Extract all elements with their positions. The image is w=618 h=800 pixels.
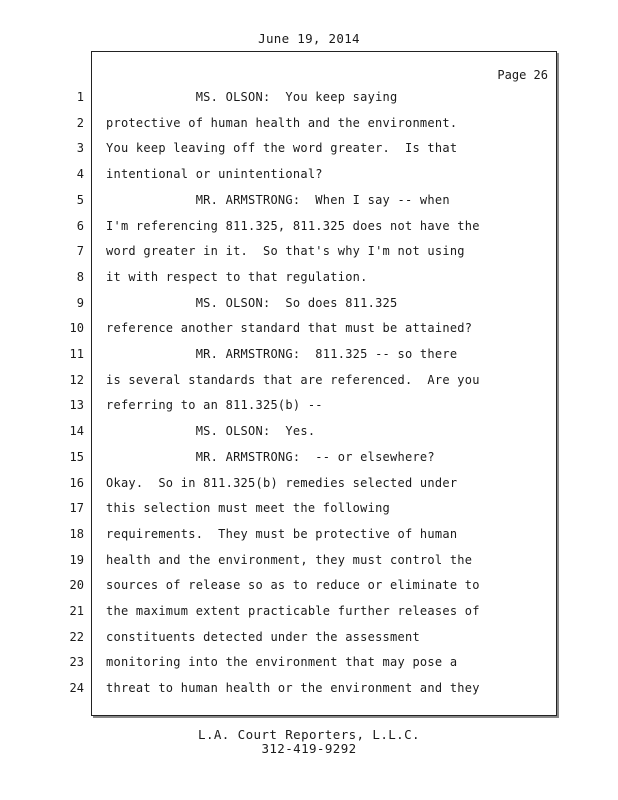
footer-company: L.A. Court Reporters, L.L.C. bbox=[198, 727, 420, 742]
line-number: 10 bbox=[69, 321, 84, 336]
transcript-line: MR. ARMSTRONG: When I say -- when bbox=[106, 192, 450, 207]
line-number: 18 bbox=[69, 526, 84, 541]
transcript-line: is several standards that are referenced. Are you bbox=[106, 372, 480, 387]
transcript-line: MR. ARMSTRONG: -- or elsewhere? bbox=[106, 449, 435, 464]
line-number: 20 bbox=[69, 578, 84, 593]
footer-phone: 312-419-9292 bbox=[261, 741, 357, 756]
transcript-line: MS. OLSON: Yes. bbox=[106, 424, 316, 439]
transcript-line: sources of release so as to reduce or eliminate to bbox=[106, 578, 480, 593]
transcript-line: reference another standard that must be attained? bbox=[106, 321, 473, 336]
transcript-line: MS. OLSON: So does 811.325 bbox=[106, 295, 398, 310]
line-number: 1 bbox=[76, 90, 84, 104]
line-number: 24 bbox=[69, 681, 84, 696]
line-number: 22 bbox=[69, 629, 84, 644]
page-number: Page 26 bbox=[497, 68, 548, 82]
transcript-line: protective of human health and the environment. bbox=[106, 115, 458, 130]
line-number: 5 bbox=[76, 192, 84, 207]
transcript-line: MR. ARMSTRONG: 811.325 -- so there bbox=[106, 347, 458, 361]
line-number: 21 bbox=[69, 604, 84, 618]
transcript-line: health and the environment, they must control the bbox=[106, 552, 473, 567]
transcript-line: MS. OLSON: You keep saying bbox=[106, 90, 398, 104]
line-number: 14 bbox=[69, 424, 84, 439]
transcript-line: requirements. They must be protective of human bbox=[106, 526, 458, 541]
transcript-line: intentional or unintentional? bbox=[106, 167, 323, 182]
line-number: 15 bbox=[69, 449, 84, 464]
transcript-line: monitoring into the environment that may pose a bbox=[106, 655, 458, 670]
transcript-line: Okay. So in 811.325(b) remedies selected under bbox=[106, 475, 458, 490]
transcript-line: constituents detected under the assessment bbox=[106, 629, 420, 644]
line-number: 7 bbox=[76, 244, 84, 259]
line-number: 8 bbox=[76, 269, 84, 284]
line-number: 12 bbox=[69, 372, 84, 387]
line-number: 6 bbox=[76, 218, 84, 233]
line-number: 13 bbox=[69, 398, 84, 413]
transcript-line: this selection must meet the following bbox=[106, 501, 391, 516]
line-number: 23 bbox=[69, 655, 84, 670]
transcript-line: threat to human health or the environment and they bbox=[106, 681, 480, 696]
line-number: 3 bbox=[76, 141, 84, 156]
line-number: 4 bbox=[76, 167, 84, 182]
line-number: 19 bbox=[69, 552, 84, 567]
transcript-line: it with respect to that regulation. bbox=[106, 269, 368, 284]
transcript-line: You keep leaving off the word greater. Is that bbox=[106, 141, 458, 156]
transcript-line: I'm referencing 811.325, 811.325 does not have the bbox=[106, 218, 480, 233]
transcript-line: the maximum extent practicable further releases of bbox=[106, 604, 480, 618]
line-number: 11 bbox=[69, 347, 84, 361]
line-number: 16 bbox=[69, 475, 84, 490]
transcript-line: referring to an 811.325(b) -- bbox=[106, 398, 323, 413]
line-number: 17 bbox=[69, 501, 84, 516]
transcript-line: word greater in it. So that's why I'm not using bbox=[106, 244, 465, 259]
line-number: 9 bbox=[76, 295, 84, 310]
line-number: 2 bbox=[76, 115, 84, 130]
header-date: June 19, 2014 bbox=[258, 31, 360, 46]
